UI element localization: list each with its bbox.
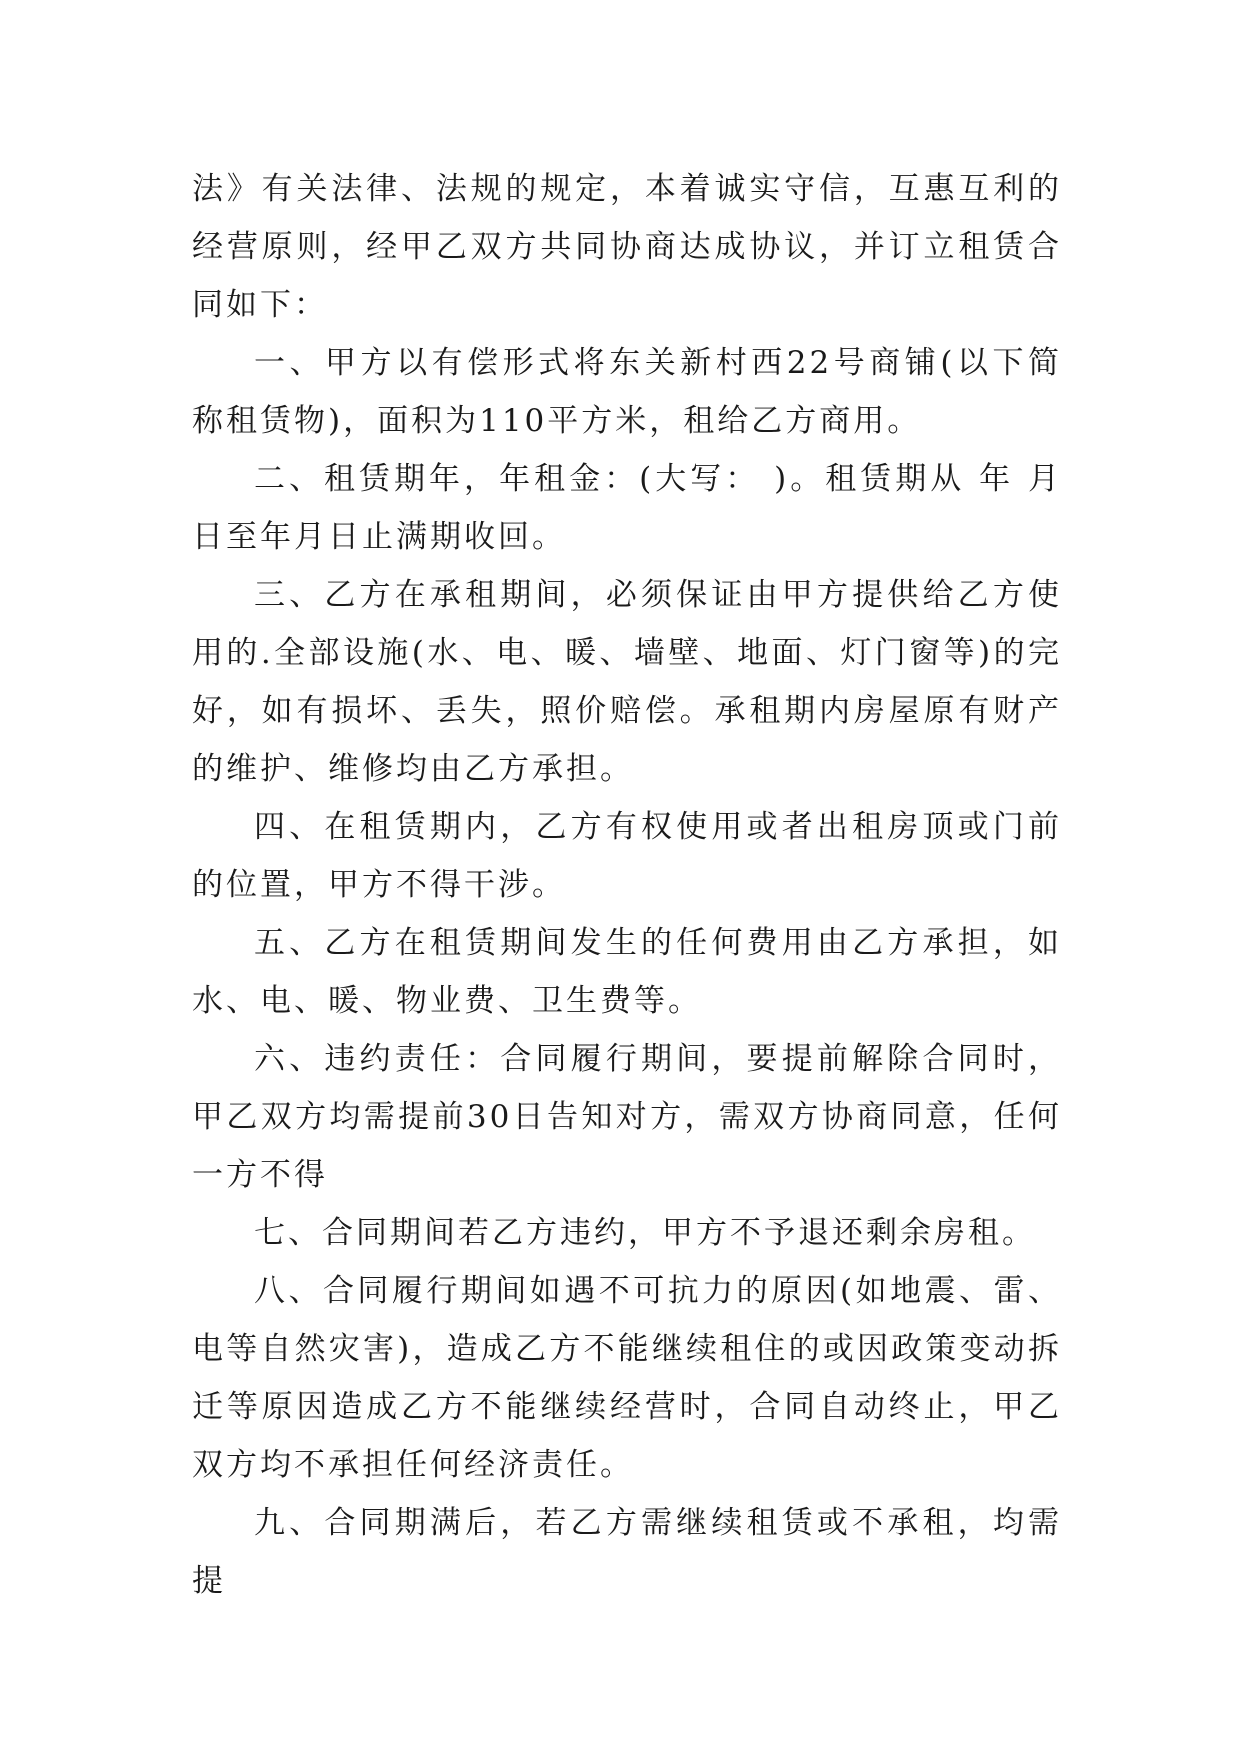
paragraph-clause-2: 二、租赁期年，年租金：(大写： )。租赁期从 年 月日至年月日止满期收回。 [192,461,1062,555]
paragraph-clause-1: 一、甲方以有偿形式将东关新村西22号商铺(以下简称租赁物)，面积为110平方米，租给乙方商用。 [192,345,1062,439]
paragraph-clause-3: 三、乙方在承租期间，必须保证由甲方提供给乙方使用的.全部设施(水、电、暖、墙壁、地面、灯门窗等)的完好，如有损坏、丢失，照价赔偿。承租期内房屋原有财产的维护、维修均由乙方承担。 [192,577,1062,787]
paragraph-clause-9: 九、合同期满后，若乙方需继续租赁或不承租，均需提 [192,1505,1062,1599]
paragraph-clause-6: 六、违约责任：合同履行期间，要提前解除合同时，甲乙双方均需提前30日告知对方，需双方协商同意，任何一方不得 [192,1041,1062,1193]
paragraph-intro: 法》有关法律、法规的规定，本着诚实守信，互惠互利的经营原则，经甲乙双方共同协商达成协议，并订立租赁合同如下： [192,171,1062,323]
paragraph-clause-8: 八、合同履行期间如遇不可抗力的原因(如地震、雷、电等自然灾害)，造成乙方不能继续租住的或因政策变动拆迁等原因造成乙方不能继续经营时，合同自动终止，甲乙双方均不承担任何经济责任。 [192,1273,1062,1483]
paragraph-clause-4: 四、在租赁期内，乙方有权使用或者出租房顶或门前的位置，甲方不得干涉。 [192,809,1062,903]
paragraph-clause-5: 五、乙方在租赁期间发生的任何费用由乙方承担，如水、电、暖、物业费、卫生费等。 [192,925,1062,1019]
document-body [192,160,1062,1610]
paragraph-clause-7: 七、合同期间若乙方违约，甲方不予退还剩余房租。 [254,1215,1036,1251]
